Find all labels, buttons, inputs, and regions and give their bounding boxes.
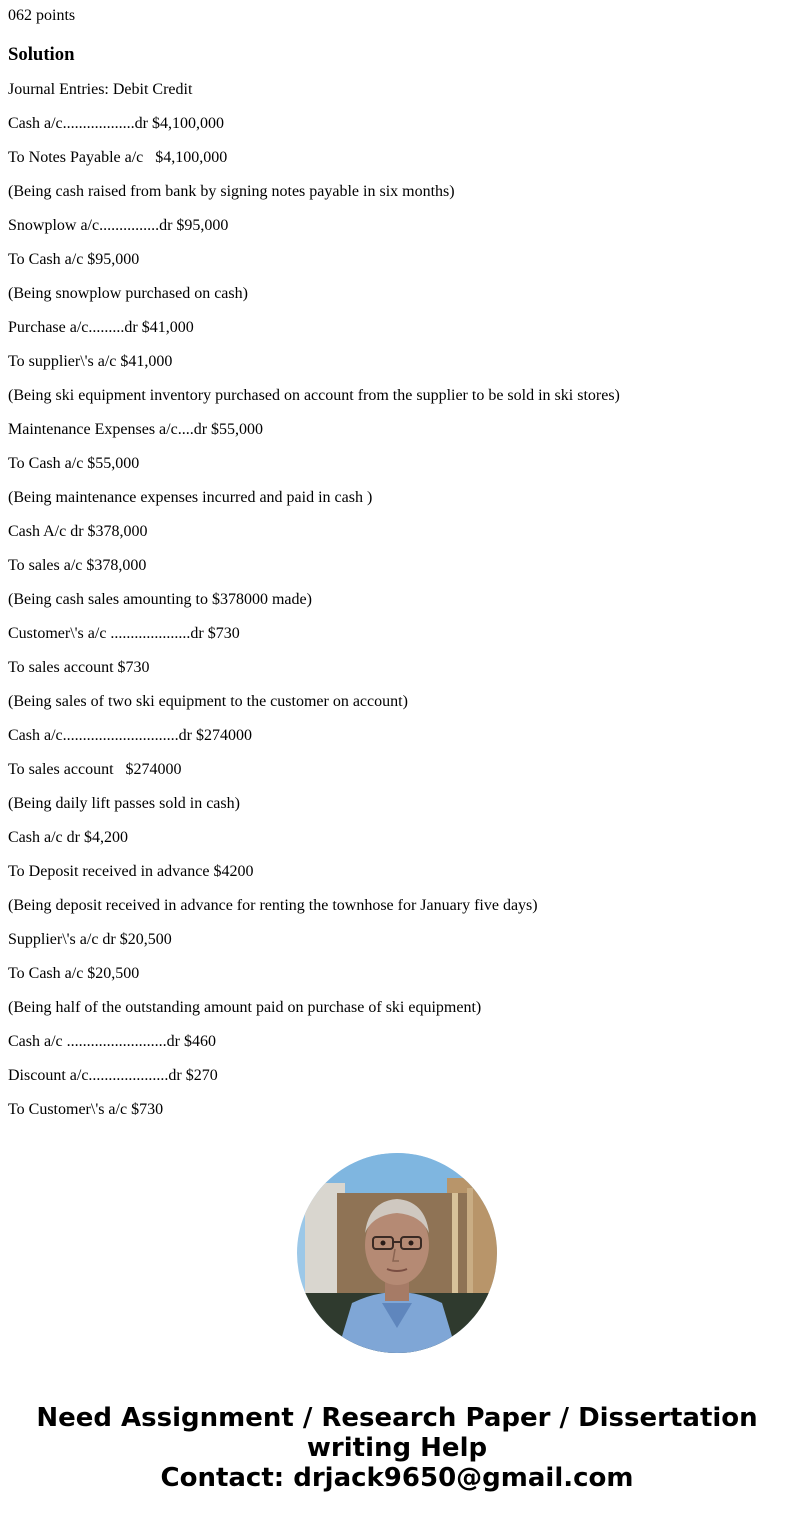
journal-line: To Customer\'s a/c $730 [8,1101,164,1118]
journal-line: Cash a/c .........................dr $460 [8,1033,216,1050]
banner-line-1: Need Assignment / Research Paper / Dissertation [36,1403,758,1433]
journal-line: To supplier\'s a/c $41,000 [8,353,173,370]
journal-line: (Being sales of two ski equipment to the customer on account) [8,693,408,710]
journal-line: To sales a/c $378,000 [8,557,147,574]
journal-line: Cash A/c dr $378,000 [8,523,148,540]
banner-contact-email: Contact: drjack9650@gmail.com [160,1463,634,1493]
journal-line: To Cash a/c $55,000 [8,455,140,472]
journal-line: To sales account $274000 [8,761,182,778]
contact-banner [0,1403,794,1493]
journal-line: (Being maintenance expenses incurred and paid in cash ) [8,489,373,506]
journal-line: (Being cash raised from bank by signing notes payable in six months) [8,183,455,200]
journal-line: (Being half of the outstanding amount paid on purchase of ski equipment) [8,999,482,1016]
journal-line: Snowplow a/c...............dr $95,000 [8,217,229,234]
journal-line: Cash a/c.............................dr $274000 [8,727,252,744]
journal-line: To Deposit received in advance $4200 [8,863,254,880]
document-body [8,0,786,1135]
journal-line: Journal Entries: Debit Credit [8,81,193,98]
solution-heading: Solution [8,44,75,65]
journal-line: (Being daily lift passes sold in cash) [8,795,240,812]
journal-line: Maintenance Expenses a/c....dr $55,000 [8,421,264,438]
person-photo-icon [297,1153,497,1353]
journal-line: Cash a/c dr $4,200 [8,829,128,846]
journal-line: To Cash a/c $20,500 [8,965,140,982]
journal-line: To Notes Payable a/c $4,100,000 [8,149,228,166]
journal-line: (Being deposit received in advance for renting the townhose for January five days) [8,897,538,914]
journal-entries [8,81,786,1119]
journal-line: Supplier\'s a/c dr $20,500 [8,931,172,948]
banner-line-2: writing Help [306,1433,488,1463]
journal-line: To sales account $730 [8,659,150,676]
points-label: 062 points [8,7,76,24]
journal-line: To Cash a/c $95,000 [8,251,140,268]
author-avatar [297,1153,497,1353]
journal-line: Customer\'s a/c ....................dr $730 [8,625,240,642]
journal-line: (Being ski equipment inventory purchased on account from the supplier to be sold in ski stores) [8,387,620,404]
journal-line: (Being snowplow purchased on cash) [8,285,248,302]
journal-line: Purchase a/c.........dr $41,000 [8,319,194,336]
journal-line: Discount a/c....................dr $270 [8,1067,218,1084]
journal-line: (Being cash sales amounting to $378000 made) [8,591,312,608]
journal-line: Cash a/c..................dr $4,100,000 [8,115,224,132]
